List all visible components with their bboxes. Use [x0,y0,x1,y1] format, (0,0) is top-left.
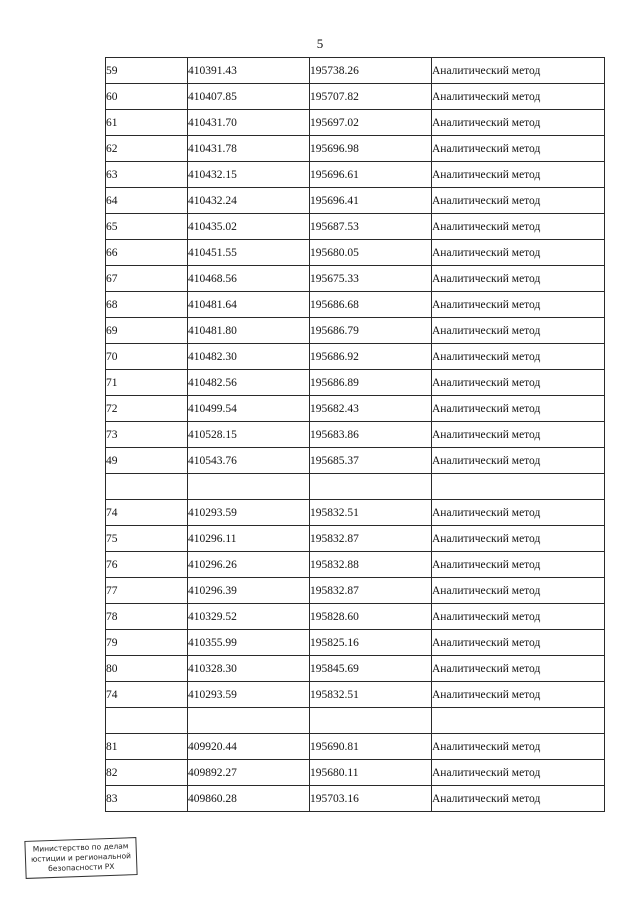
table-row [106,188,605,214]
y-coordinate-cell: 195832.51 [310,682,432,708]
y-coordinate-cell: 195845.69 [310,656,432,682]
y-coordinate-cell: 195687.53 [310,214,432,240]
method-cell: Аналитический метод [432,370,605,396]
x-coordinate-cell: 410481.80 [188,318,310,344]
x-coordinate-cell: 410293.59 [188,682,310,708]
x-coordinate-cell: 410329.52 [188,604,310,630]
point-number-cell: 61 [106,110,188,136]
point-number-cell: 70 [106,344,188,370]
method-cell: Аналитический метод [432,240,605,266]
coordinates-table-body [106,58,605,812]
table-row [106,630,605,656]
table-row [106,84,605,110]
separator-row [106,474,605,500]
y-coordinate-cell: 195685.37 [310,448,432,474]
point-number-cell: 49 [106,448,188,474]
point-number-cell: 72 [106,396,188,422]
stamp-line-3: безопасности РХ [48,861,115,874]
table-row [106,58,605,84]
y-coordinate-cell: 195696.41 [310,188,432,214]
table-row [106,656,605,682]
x-coordinate-cell: 410328.30 [188,656,310,682]
table-row [106,214,605,240]
y-coordinate-cell: 195686.89 [310,370,432,396]
method-cell [432,474,605,500]
x-coordinate-cell: 410296.39 [188,578,310,604]
separator-row [106,708,605,734]
x-coordinate-cell: 410391.43 [188,58,310,84]
y-coordinate-cell [310,708,432,734]
y-coordinate-cell: 195703.16 [310,786,432,812]
x-coordinate-cell: 410432.24 [188,188,310,214]
method-cell [432,708,605,734]
point-number-cell: 78 [106,604,188,630]
table-row [106,344,605,370]
table-row [106,292,605,318]
method-cell: Аналитический метод [432,656,605,682]
ministry-stamp [24,837,137,879]
y-coordinate-cell: 195832.51 [310,500,432,526]
method-cell: Аналитический метод [432,318,605,344]
x-coordinate-cell [188,474,310,500]
x-coordinate-cell: 410432.15 [188,162,310,188]
point-number-cell: 68 [106,292,188,318]
table-row [106,136,605,162]
method-cell: Аналитический метод [432,734,605,760]
point-number-cell: 64 [106,188,188,214]
table-row [106,500,605,526]
method-cell: Аналитический метод [432,526,605,552]
method-cell: Аналитический метод [432,214,605,240]
point-number-cell: 71 [106,370,188,396]
y-coordinate-cell: 195697.02 [310,110,432,136]
table-row [106,578,605,604]
table-row [106,110,605,136]
point-number-cell: 59 [106,58,188,84]
table-row [106,682,605,708]
method-cell: Аналитический метод [432,110,605,136]
x-coordinate-cell: 410435.02 [188,214,310,240]
point-number-cell [106,708,188,734]
x-coordinate-cell: 410296.11 [188,526,310,552]
x-coordinate-cell: 410407.85 [188,84,310,110]
point-number-cell: 79 [106,630,188,656]
x-coordinate-cell: 410482.30 [188,344,310,370]
point-number-cell: 82 [106,760,188,786]
point-number-cell: 66 [106,240,188,266]
method-cell: Аналитический метод [432,84,605,110]
method-cell: Аналитический метод [432,448,605,474]
y-coordinate-cell: 195832.88 [310,552,432,578]
x-coordinate-cell: 409860.28 [188,786,310,812]
table-row [106,604,605,630]
y-coordinate-cell: 195686.68 [310,292,432,318]
x-coordinate-cell: 410355.99 [188,630,310,656]
y-coordinate-cell: 195686.79 [310,318,432,344]
table-row [106,448,605,474]
method-cell: Аналитический метод [432,162,605,188]
point-number-cell: 76 [106,552,188,578]
y-coordinate-cell: 195825.16 [310,630,432,656]
y-coordinate-cell: 195696.61 [310,162,432,188]
table-row [106,526,605,552]
table-row [106,786,605,812]
table-row [106,266,605,292]
method-cell: Аналитический метод [432,578,605,604]
x-coordinate-cell: 410543.76 [188,448,310,474]
point-number-cell: 67 [106,266,188,292]
y-coordinate-cell: 195707.82 [310,84,432,110]
table-row [106,162,605,188]
point-number-cell: 73 [106,422,188,448]
x-coordinate-cell: 410528.15 [188,422,310,448]
method-cell: Аналитический метод [432,500,605,526]
y-coordinate-cell: 195738.26 [310,58,432,84]
method-cell: Аналитический метод [432,266,605,292]
point-number-cell: 75 [106,526,188,552]
point-number-cell: 62 [106,136,188,162]
stamp-line-1: Министерство по делам [32,841,129,854]
y-coordinate-cell: 195680.11 [310,760,432,786]
method-cell: Аналитический метод [432,552,605,578]
point-number-cell: 80 [106,656,188,682]
y-coordinate-cell [310,474,432,500]
point-number-cell: 69 [106,318,188,344]
y-coordinate-cell: 195686.92 [310,344,432,370]
page-number: 5 [316,36,324,51]
method-cell: Аналитический метод [432,422,605,448]
table-row [106,760,605,786]
y-coordinate-cell: 195683.86 [310,422,432,448]
method-cell: Аналитический метод [432,630,605,656]
x-coordinate-cell: 410293.59 [188,500,310,526]
table-row [106,240,605,266]
y-coordinate-cell: 195690.81 [310,734,432,760]
method-cell: Аналитический метод [432,682,605,708]
x-coordinate-cell: 410482.56 [188,370,310,396]
point-number-cell: 74 [106,682,188,708]
y-coordinate-cell: 195675.33 [310,266,432,292]
point-number-cell: 74 [106,500,188,526]
point-number-cell [106,474,188,500]
x-coordinate-cell: 410468.56 [188,266,310,292]
x-coordinate-cell: 410431.70 [188,110,310,136]
coordinates-table [105,57,605,812]
table-row [106,552,605,578]
x-coordinate-cell: 409892.27 [188,760,310,786]
method-cell: Аналитический метод [432,760,605,786]
x-coordinate-cell: 409920.44 [188,734,310,760]
table-row [106,396,605,422]
point-number-cell: 63 [106,162,188,188]
x-coordinate-cell: 410499.54 [188,396,310,422]
x-coordinate-cell [188,708,310,734]
x-coordinate-cell: 410296.26 [188,552,310,578]
point-number-cell: 81 [106,734,188,760]
x-coordinate-cell: 410431.78 [188,136,310,162]
table-row [106,422,605,448]
y-coordinate-cell: 195680.05 [310,240,432,266]
method-cell: Аналитический метод [432,188,605,214]
y-coordinate-cell: 195682.43 [310,396,432,422]
method-cell: Аналитический метод [432,58,605,84]
x-coordinate-cell: 410481.64 [188,292,310,318]
table-row [106,318,605,344]
method-cell: Аналитический метод [432,396,605,422]
y-coordinate-cell: 195832.87 [310,578,432,604]
y-coordinate-cell: 195832.87 [310,526,432,552]
method-cell: Аналитический метод [432,292,605,318]
table-row [106,734,605,760]
method-cell: Аналитический метод [432,136,605,162]
method-cell: Аналитический метод [432,786,605,812]
stamp-line-2: юстиции и региональной [30,851,132,864]
point-number-cell: 77 [106,578,188,604]
point-number-cell: 83 [106,786,188,812]
y-coordinate-cell: 195696.98 [310,136,432,162]
point-number-cell: 65 [106,214,188,240]
method-cell: Аналитический метод [432,604,605,630]
y-coordinate-cell: 195828.60 [310,604,432,630]
table-row [106,370,605,396]
point-number-cell: 60 [106,84,188,110]
method-cell: Аналитический метод [432,344,605,370]
x-coordinate-cell: 410451.55 [188,240,310,266]
